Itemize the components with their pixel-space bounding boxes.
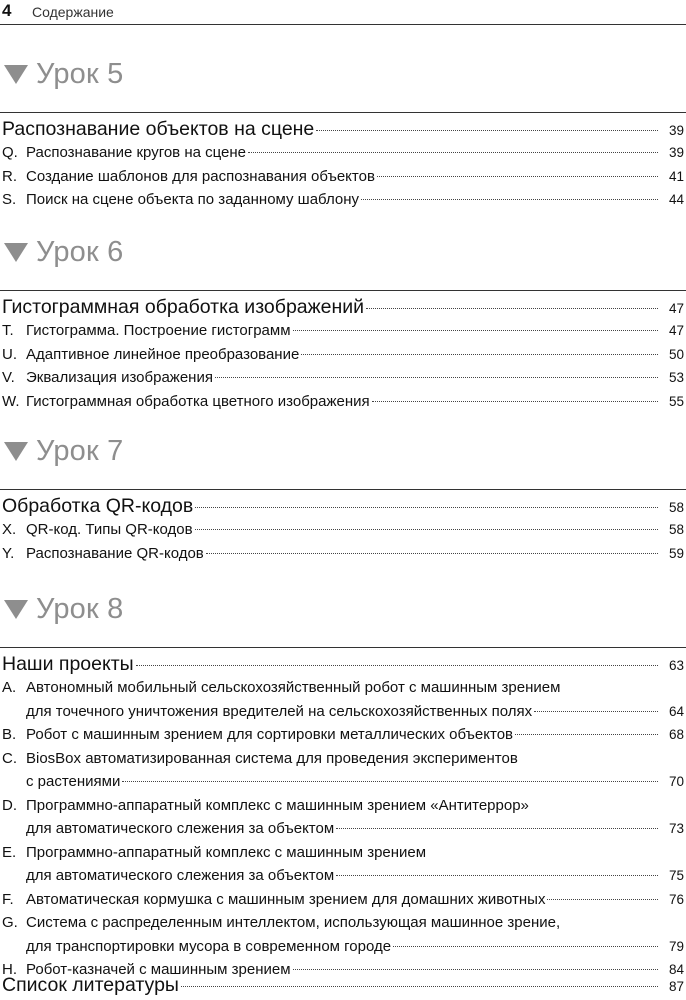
toc-page-number: 58 [668, 522, 684, 537]
triangle-down-icon [4, 243, 28, 262]
toc-item-letter: D. [2, 796, 17, 814]
toc-item-line[interactable] [0, 888, 686, 912]
dot-leader [393, 946, 658, 947]
toc-item-letter: C. [2, 749, 17, 767]
lesson-title: Урок 7 [36, 434, 124, 467]
toc-item-line[interactable] [0, 676, 686, 700]
toc-item-title: Гистограммная обработка цветного изображения [26, 392, 370, 410]
lesson-heading [0, 56, 686, 92]
toc-item-title: Распознавание кругов на сцене [26, 144, 247, 161]
triangle-down-icon [4, 65, 28, 84]
toc-item-title: Программно-аппаратный комплекс с машинным зрением «Антитеррор» [26, 796, 529, 814]
dot-leader [515, 734, 658, 735]
bibliography-entry[interactable] [0, 969, 686, 997]
dot-leader [336, 828, 658, 829]
toc-item-line[interactable] [0, 319, 686, 343]
lesson-heading [0, 591, 686, 627]
toc-item-line[interactable] [0, 141, 686, 165]
page-header [0, 0, 686, 25]
toc-page-number: 59 [668, 545, 684, 561]
toc-item-letter: A. [2, 679, 17, 696]
toc-item-letter: F. [2, 890, 14, 908]
dot-leader [215, 377, 658, 378]
toc-item-line[interactable] [0, 366, 686, 390]
toc-item-line[interactable] [0, 518, 686, 542]
dot-leader [122, 781, 658, 782]
toc-item-letter: B. [2, 726, 17, 743]
toc-page-number: 73 [668, 821, 684, 836]
toc-item-letter: S. [2, 191, 17, 208]
dot-leader [547, 899, 658, 900]
toc-item-letter: E. [2, 843, 17, 861]
toc-item-title: Распознавание QR-кодов [26, 544, 204, 562]
toc-page-number: 55 [668, 393, 684, 409]
toc-page-number: 41 [668, 168, 684, 184]
toc-title: Обработка QR-кодов [2, 495, 194, 517]
toc-item-title: Поиск на сцене объекта по заданному шаблону [26, 191, 360, 208]
lesson-title: Урок 8 [36, 592, 124, 625]
toc-item-line[interactable] [0, 165, 686, 189]
toc-page-number: 44 [668, 192, 684, 207]
toc-item-line[interactable] [0, 911, 686, 935]
triangle-down-icon [4, 600, 28, 619]
toc-item-line[interactable] [0, 817, 686, 841]
toc-item-letter: W. [2, 392, 20, 410]
lesson-block [0, 591, 686, 982]
toc-item-line[interactable] [0, 864, 686, 888]
dot-leader [195, 507, 658, 508]
toc-item-title: для точечного уничтожения вредителей на сельскохозяйственных полях [26, 702, 533, 720]
toc-page-number: 84 [668, 962, 684, 977]
toc-page-number: 47 [668, 323, 684, 338]
toc-item-line[interactable] [0, 723, 686, 747]
toc-title: Список литературы [2, 974, 179, 996]
dot-leader [181, 986, 658, 987]
toc-page-number: 39 [668, 123, 684, 138]
toc-item-title: Гистограмма. Построение гистограмм [26, 322, 291, 339]
toc-page-number: 87 [668, 979, 684, 994]
lesson-rule [0, 489, 686, 490]
toc-page-number: 76 [668, 891, 684, 907]
toc-item-line[interactable] [0, 841, 686, 865]
dot-leader [377, 176, 658, 177]
toc-item-letter: Q. [2, 144, 18, 161]
dot-leader [293, 330, 658, 331]
toc-title: Гистограммная обработка изображений [2, 296, 365, 318]
toc-item-title: для автоматического слежения за объектом [26, 867, 335, 884]
toc-chapter-line[interactable] [0, 494, 686, 518]
toc-item-title: Система с распределенным интеллектом, использующая машинное зрение, [26, 914, 561, 931]
dot-leader [316, 130, 658, 131]
toc-item-line[interactable] [0, 747, 686, 771]
lesson-block [0, 234, 686, 413]
toc-item-title: Автономный мобильный сельскохозяйственный робот с машинным зрением [26, 679, 561, 696]
dot-leader [136, 665, 658, 666]
toc-item-letter: R. [2, 167, 17, 185]
toc-item-title: Автоматическая кормушка с машинным зрением для домашних животных [26, 890, 546, 908]
toc-chapter-line[interactable] [0, 295, 686, 319]
dot-leader [195, 529, 658, 530]
dot-leader [336, 875, 658, 876]
toc-item-title: для автоматического слежения за объектом [26, 820, 335, 837]
lesson-rule [0, 290, 686, 291]
toc-page-number: 75 [668, 868, 684, 883]
toc-item-title: QR-код. Типы QR-кодов [26, 521, 193, 538]
toc-page-number: 58 [668, 500, 684, 515]
lesson-block [0, 56, 686, 212]
toc-item-title: для транспортировки мусора в современном городе [26, 937, 392, 955]
dot-leader [248, 152, 658, 153]
dot-leader [206, 553, 658, 554]
lesson-title: Урок 5 [36, 57, 124, 90]
toc-page-number: 79 [668, 938, 684, 954]
toc-item-title: Робот с машинным зрением для сортировки металлических объектов [26, 726, 514, 743]
dot-leader [301, 354, 658, 355]
lesson-block [0, 433, 686, 565]
toc-item-line[interactable] [0, 700, 686, 724]
toc-page-number: 53 [668, 370, 684, 385]
dot-leader [366, 308, 658, 309]
page-number: 4 [2, 1, 12, 20]
triangle-down-icon [4, 442, 28, 461]
lesson-heading [0, 234, 686, 270]
lesson-title: Урок 6 [36, 235, 124, 268]
toc-item-title: Создание шаблонов для распознавания объектов [26, 167, 375, 185]
toc-item-letter: X. [2, 521, 17, 538]
lesson-heading [0, 433, 686, 469]
toc-page-number: 63 [668, 658, 684, 673]
toc-title: Наши проекты [2, 653, 134, 675]
lesson-rule [0, 647, 686, 648]
toc-chapter-line[interactable] [0, 973, 686, 997]
dot-leader [361, 199, 658, 200]
toc-item-line[interactable] [0, 188, 686, 212]
toc-chapter-line[interactable] [0, 117, 686, 141]
toc-item-line[interactable] [0, 542, 686, 566]
toc-page-number: 64 [668, 703, 684, 719]
toc-page-number: 70 [668, 774, 684, 789]
toc-item-line[interactable] [0, 390, 686, 414]
toc-chapter-line[interactable] [0, 652, 686, 676]
toc-item-letter: V. [2, 369, 15, 386]
toc-title: Распознавание объектов на сцене [2, 118, 315, 140]
dot-leader [534, 711, 658, 712]
toc-item-letter: G. [2, 914, 18, 931]
toc-item-line[interactable] [0, 343, 686, 367]
toc-item-line[interactable] [0, 794, 686, 818]
toc-item-title: BiosBox автоматизированная система для проведения экспериментов [26, 749, 518, 767]
toc-page-number: 39 [668, 145, 684, 160]
toc-item-title: Программно-аппаратный комплекс с машинным зрением [26, 843, 427, 861]
toc-item-title: Адаптивное линейное преобразование [26, 345, 300, 363]
toc-item-letter: T. [2, 322, 14, 339]
lesson-rule [0, 112, 686, 113]
dot-leader [372, 401, 658, 402]
toc-page-number: 68 [668, 727, 684, 742]
toc-item-title: Эквализация изображения [26, 369, 213, 386]
running-title: Содержание [32, 4, 114, 20]
toc-item-letter: U. [2, 345, 17, 363]
toc-item-line[interactable] [0, 770, 686, 794]
toc-page-number: 47 [668, 301, 684, 316]
toc-item-line[interactable] [0, 935, 686, 959]
toc-item-letter: H. [2, 961, 17, 978]
toc-page-number: 50 [668, 346, 684, 362]
toc-item-title: с растениями [26, 773, 121, 790]
toc-item-letter: Y. [2, 544, 15, 562]
toc-item-title: Робот-казначей с машинным зрением [26, 961, 291, 978]
